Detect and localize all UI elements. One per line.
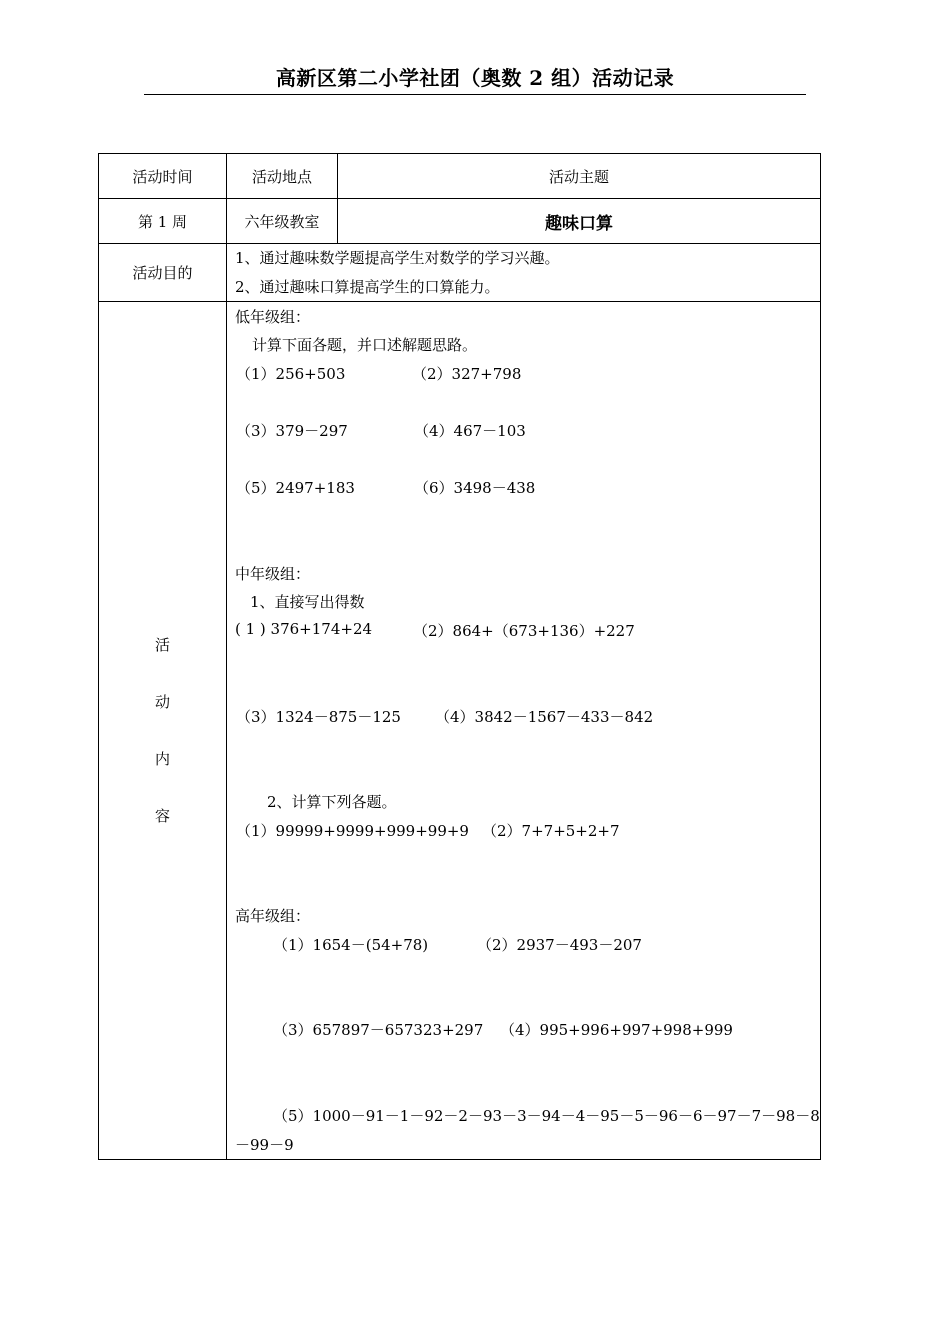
low-grade-problem: （4）467－103 — [414, 422, 526, 440]
row-divider — [99, 243, 820, 244]
week-value: 第 1 周 — [137, 213, 188, 231]
high-grade-problem: （2）2937－493－207 — [477, 936, 642, 954]
mid-grade-section: 2、计算下列各题。 — [267, 793, 397, 811]
mid-grade-heading: 中年级组： — [235, 565, 311, 583]
title-underline — [144, 94, 806, 95]
mid-grade-problem: （2）864+（673+136）+227 — [413, 622, 635, 640]
high-grade-heading: 高年级组： — [235, 907, 311, 925]
mid-grade-problem: （2）7+7+5+2+7 — [482, 822, 620, 840]
high-grade-problem: （3）657897－657323+297 — [273, 1021, 484, 1039]
purpose-line: 2、通过趣味口算提高学生的口算能力。 — [235, 278, 500, 296]
row-divider — [99, 198, 820, 199]
mid-grade-section: 1、直接写出得数 — [250, 593, 365, 611]
header-activity-time: 活动时间 — [132, 168, 193, 186]
low-grade-problem: （1）256+503 — [236, 365, 346, 383]
header-activity-place: 活动地点 — [251, 168, 312, 186]
purpose-line: 1、通过趣味数学题提高学生对数学的学习兴趣。 — [235, 249, 560, 267]
content-label-char: 动 — [154, 693, 170, 711]
content-label-char: 活 — [154, 636, 170, 654]
mid-grade-problem: （3）1324－875－125 — [236, 708, 401, 726]
low-grade-problem: （6）3498－438 — [414, 479, 536, 497]
purpose-label: 活动目的 — [132, 264, 193, 282]
high-grade-problem-continued: －99－9 — [235, 1136, 294, 1154]
content-label-char: 容 — [154, 807, 170, 825]
column-divider — [226, 154, 227, 1159]
low-grade-heading: 低年级组： — [235, 308, 311, 326]
low-grade-problem: （5）2497+183 — [236, 479, 355, 497]
high-grade-problem: （5）1000－91－1－92－2－93－3－94－4－95－5－96－6－97－7－98－8 — [273, 1107, 820, 1125]
mid-grade-problem: （1）99999+9999+999+99+9 — [236, 822, 469, 840]
activity-record-table — [98, 153, 821, 1160]
mid-grade-problem: （4）3842－1567－433－842 — [435, 708, 654, 726]
content-label-char: 内 — [154, 750, 170, 768]
high-grade-problem: （4）995+996+997+998+999 — [500, 1021, 733, 1039]
low-grade-intro: 计算下面各题，并口述解题思路。 — [252, 336, 478, 354]
mid-grade-problem: ( 1 ) 376+174+24 — [235, 620, 373, 638]
low-grade-problem: （2）327+798 — [412, 365, 522, 383]
high-grade-problem: （1）1654－(54+78) — [273, 936, 429, 954]
document-title: 高新区第二小学社团（奥数 2 组）活动记录 — [275, 66, 675, 90]
header-activity-theme: 活动主题 — [548, 168, 609, 186]
row-divider — [99, 301, 820, 302]
place-value: 六年级教室 — [244, 213, 320, 231]
theme-value: 趣味口算 — [545, 214, 613, 234]
low-grade-problem: （3）379－297 — [236, 422, 348, 440]
